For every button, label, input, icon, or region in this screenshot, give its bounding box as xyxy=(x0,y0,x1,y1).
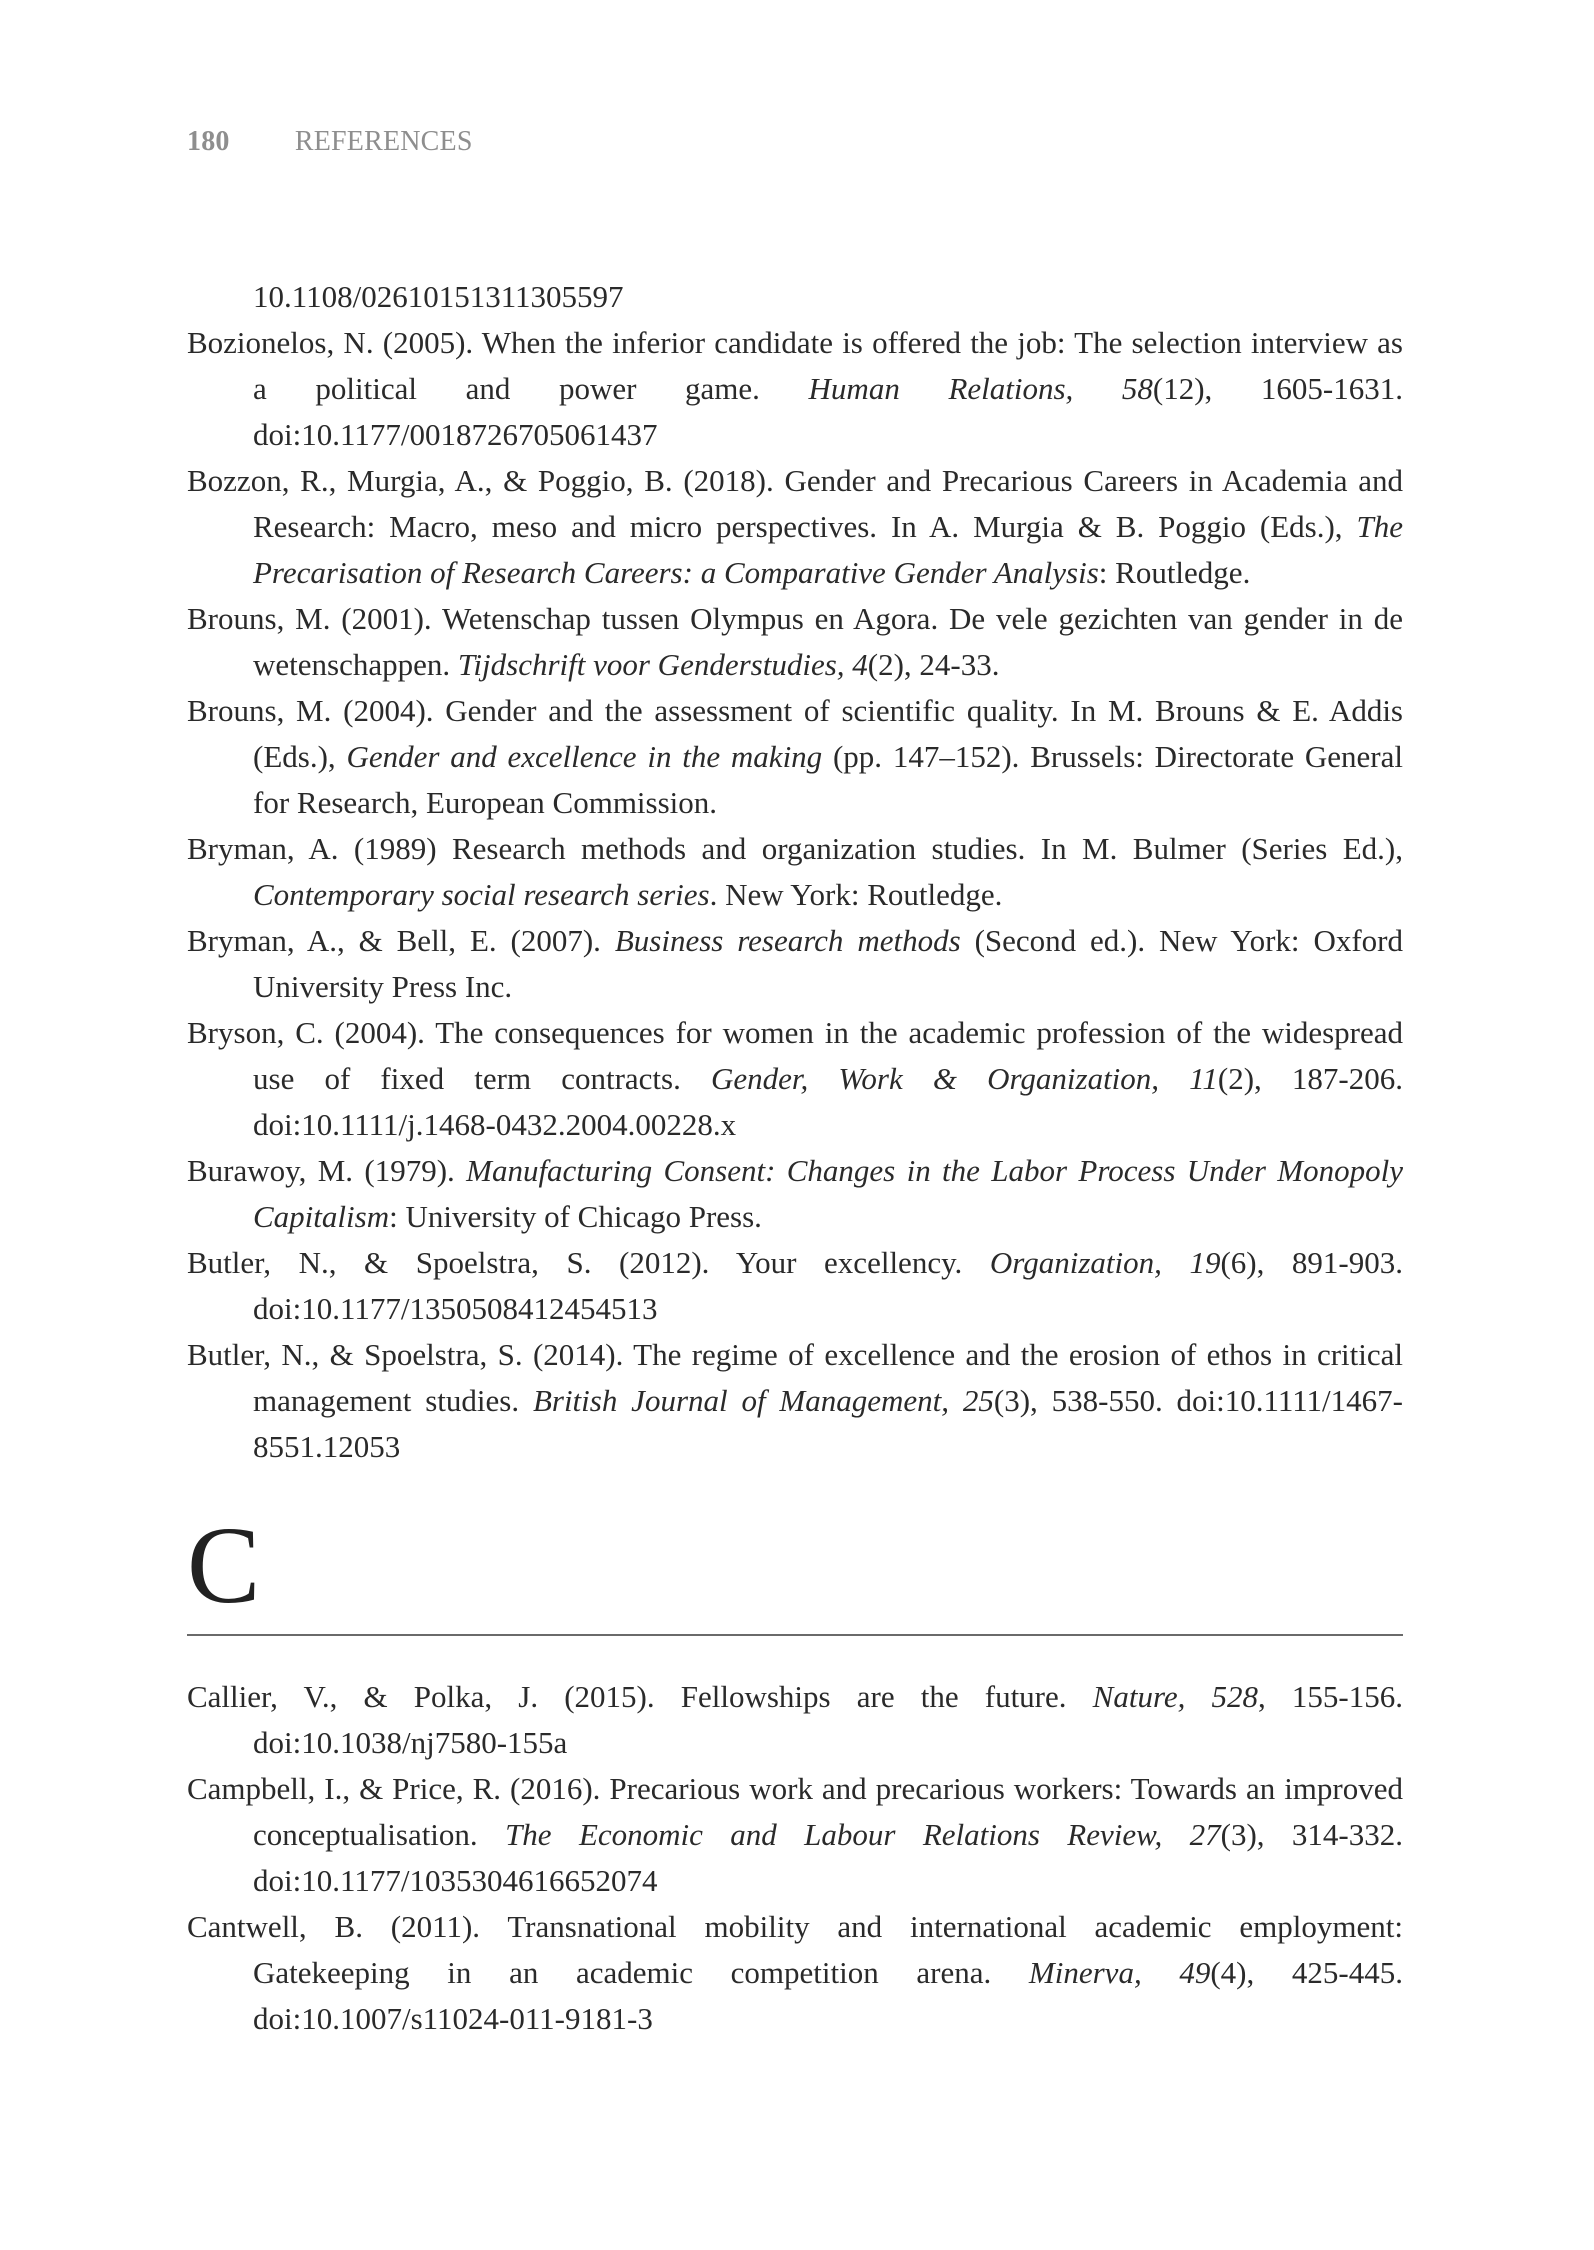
reference-entry: Bozzon, R., Murgia, A., & Poggio, B. (2018). Gender and Precarious Careers in Academia and Research: Macro, meso and micro perspectives. In A. Murgia & B. Poggio (Eds.), The Precarisation of Research Careers: a Comparative Gender Analysis: Routledge. xyxy=(187,463,1403,590)
references-list xyxy=(187,274,1403,2042)
reference-entry: Cantwell, B. (2011). Transnational mobility and international academic employment: Gatekeeping in an academic competition arena. Minerva, 49(4), 425-445. doi:10.1007/s11024-011-9181-3 xyxy=(187,1909,1403,2036)
running-header xyxy=(187,126,473,158)
reference-entry: Bozionelos, N. (2005). When the inferior candidate is offered the job: The selection interview as a political and power game. Human Relations, 58(12), 1605-1631. doi:10.1177/0018726705061437 xyxy=(187,325,1403,452)
section-divider-gap xyxy=(187,1636,1403,1674)
reference-entry xyxy=(187,274,1403,320)
reference-entry: Butler, N., & Spoelstra, S. (2012). Your excellency. Organization, 19(6), 891-903. doi:10.1177/1350508412454513 xyxy=(187,1245,1404,1326)
section-heading-c: C xyxy=(187,1510,1403,1636)
running-header-title: REFERENCES xyxy=(294,126,473,157)
reference-entry: Bryman, A. (1989) Research methods and organization studies. In M. Bulmer (Series Ed.), Contemporary social research series. New York: Routledge. xyxy=(187,831,1403,912)
reference-entry: Brouns, M. (2004). Gender and the assessment of scientific quality. In M. Brouns & E. Addis (Eds.), Gender and excellence in the making (pp. 147–152). Brussels: Directorate General for Research, European Commission. xyxy=(187,693,1403,820)
page-number: 180 xyxy=(187,126,230,157)
reference-entry: Bryman, A., & Bell, E. (2007). Business research methods (Second ed.). New York: Oxford University Press Inc. xyxy=(187,923,1403,1004)
reference-text: 10.1108/02610151311305597 xyxy=(253,279,624,314)
reference-entry: Brouns, M. (2001). Wetenschap tussen Olympus en Agora. De vele gezichten van gender in de wetenschappen. Tijdschrift voor Genderstudies, 4(2), 24-33. xyxy=(187,601,1403,682)
reference-entry: Campbell, I., & Price, R. (2016). Precarious work and precarious workers: Towards an improved conceptualisation. The Economic and Labour Relations Review, 27(3), 314-332. doi:10.1177/1035304616652074 xyxy=(187,1771,1403,1898)
reference-entry: Callier, V., & Polka, J. (2015). Fellowships are the future. Nature, 528, 155-156. doi:10.1038/nj7580-155a xyxy=(187,1679,1403,1760)
reference-entry: Bryson, C. (2004). The consequences for women in the academic profession of the widespread use of fixed term contracts. Gender, Work & Organization, 11(2), 187-206. doi:10.1111/j.1468-0432.2004.00228.x xyxy=(187,1015,1403,1142)
reference-entry: Burawoy, M. (1979). Manufacturing Consent: Changes in the Labor Process Under Monopoly Capitalism: University of Chicago Press. xyxy=(187,1153,1403,1234)
reference-entry: Butler, N., & Spoelstra, S. (2014). The regime of excellence and the erosion of ethos in critical management studies. British Journal of Management, 25(3), 538-550. doi:10.1111/1467-8551.12053 xyxy=(187,1337,1403,1464)
